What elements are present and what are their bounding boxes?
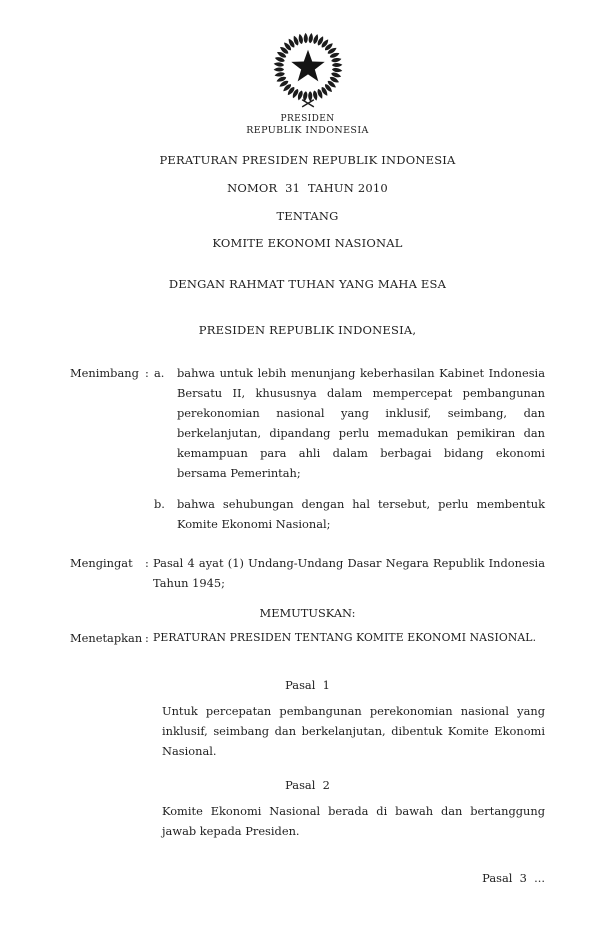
letterhead-agency: PRESIDEN [280, 114, 335, 124]
item-a-text: bahwa untuk lebih menunjang keberhasilan Kabinet Indonesia Bersatu II, khususnya dalam mempercepat pembangunan perekonomian nasional yang inklusif, seimbang, dan berkelanjutan, dipandang perlu memadukan pemikiran dan kemampuan para ahli dalam berbagai bidang ekonomi bersama Pemerintah; [177, 366, 545, 480]
menimbang-item-b [154, 494, 545, 534]
tentang-label: TENTANG [276, 209, 339, 223]
menimbang-label: Menimbang [70, 366, 139, 380]
pasal-1-body: Untuk percepatan pembangunan perekonomian nasional yang inklusif, seimbang dan berkelanjutan, dibentuk Komite Ekonomi Nasional. [162, 704, 545, 758]
catchword-next-pasal: Pasal 3 ... [482, 871, 545, 885]
regulation-title: PERATURAN PRESIDEN REPUBLIK INDONESIA [159, 153, 456, 167]
pasal-2-heading: Pasal 2 [285, 778, 330, 792]
title-block [70, 153, 545, 337]
star-icon [291, 50, 324, 82]
menetapkan-colon: : [145, 631, 149, 645]
menetapkan-section [70, 628, 545, 648]
mengingat-section [70, 553, 545, 593]
pasal-1-heading: Pasal 1 [285, 678, 330, 692]
emblem-container [70, 30, 545, 111]
ribbon-icon [302, 100, 314, 107]
menetapkan-text: PERATURAN PRESIDEN TENTANG KOMITE EKONOMI NASIONAL. [153, 631, 537, 644]
letterhead-country: REPUBLIK INDONESIA [246, 125, 369, 136]
regulation-number: NOMOR 31 TAHUN 2010 [227, 181, 388, 195]
item-a-letter: a. [154, 366, 165, 380]
item-b-letter: b. [154, 497, 165, 511]
pasal-2-body: Komite Ekonomi Nasional berada di bawah dan bertanggung jawab kepada Presiden. [162, 804, 545, 838]
mengingat-text: Pasal 4 ayat (1) Undang-Undang Dasar Negara Republik Indonesia Tahun 1945; [153, 556, 545, 590]
letterhead [70, 114, 545, 136]
menimbang-section [70, 363, 545, 534]
menetapkan-label: Menetapkan [70, 631, 143, 645]
issuer-line: PRESIDEN REPUBLIK INDONESIA, [198, 323, 417, 337]
presidential-emblem [269, 30, 347, 111]
mengingat-colon: : [145, 556, 149, 570]
menimbang-items [154, 363, 545, 534]
invocation-line: DENGAN RAHMAT TUHAN YANG MAHA ESA [168, 277, 447, 291]
memutuskan-heading: MEMUTUSKAN: [259, 606, 356, 620]
item-b-text: bahwa sehubungan dengan hal tersebut, perlu membentuk Komite Ekonomi Nasional; [177, 497, 545, 531]
menimbang-colon: : [145, 366, 149, 380]
mengingat-label: Mengingat [70, 556, 133, 570]
regulation-subject: KOMITE EKONOMI NASIONAL [212, 236, 403, 250]
menimbang-item-a [154, 363, 545, 483]
